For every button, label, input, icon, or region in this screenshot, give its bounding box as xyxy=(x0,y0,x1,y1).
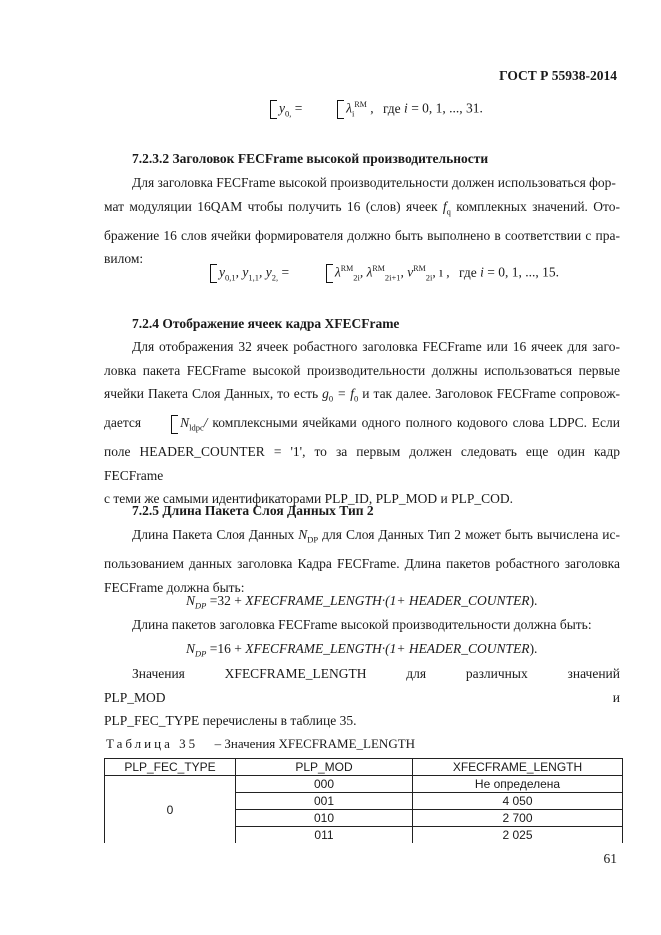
formula-part: ). xyxy=(529,593,538,608)
text-line: Для заголовка FECFrame высокой производительности должен использоваться фор- xyxy=(132,175,616,190)
table-cell-mod: 001 xyxy=(236,793,413,810)
bracket-mark xyxy=(270,100,277,119)
formula-condition-prefix: где xyxy=(459,264,477,280)
formula-part: =32 + xyxy=(209,593,242,608)
paragraph-line xyxy=(104,359,620,383)
paragraph-line xyxy=(104,171,620,195)
formula-condition-var: i xyxy=(480,264,484,280)
table-caption-label: Таблица 35 xyxy=(106,736,199,751)
paragraph-line xyxy=(104,662,620,709)
table-caption xyxy=(106,736,415,752)
formula-lambda-sub: i xyxy=(351,108,355,119)
paragraph-line xyxy=(104,195,620,224)
formula-lambda: λ xyxy=(346,100,352,116)
table-caption-dash: – xyxy=(214,736,222,751)
section-heading-7232: 7.2.3.2 Заголовок FECFrame высокой производительности xyxy=(132,151,489,166)
formula-ndp-robust xyxy=(186,593,537,611)
table-cell-fec-type: 0 xyxy=(105,776,236,844)
formula-eq: = xyxy=(281,264,290,280)
formula-lhs-sub: 0, xyxy=(285,108,292,119)
var-f0-sub: 0 xyxy=(354,393,359,404)
var-ndp: N xyxy=(298,527,308,542)
text-line: PLP_FEC_TYPE перечислены в таблице 35. xyxy=(104,713,357,728)
formula-part: N xyxy=(186,641,196,656)
text-line: вилом: xyxy=(104,251,144,267)
formula-condition-rest: = 0, 1, ..., 31. xyxy=(411,100,483,116)
formula-part: XFECFRAME_LENGTH·(1+ HEADER_COUNTER xyxy=(245,641,530,656)
formula-part: 2, xyxy=(271,272,279,283)
paragraph-line xyxy=(104,335,620,359)
formula-part: DP xyxy=(195,600,207,611)
paragraph-724 xyxy=(104,335,620,511)
paragraph-line xyxy=(104,224,620,248)
var-f-sub: q xyxy=(446,206,451,217)
section-heading-725: 7.2.5 Длина Пакета Слоя Данных Тип 2 xyxy=(132,503,374,518)
formula-ndp-high xyxy=(186,641,537,659)
text-line: поле HEADER_COUNTER = '1', то за первым должен следовать еще один кадр FECFrame xyxy=(104,444,620,483)
table-header-cell: PLP_MOD xyxy=(236,759,413,776)
table-row xyxy=(105,776,623,793)
var-n-ldpc-sub: ldpc xyxy=(189,422,204,433)
paragraph-line xyxy=(104,523,620,552)
table-cell-mod: 000 xyxy=(236,776,413,793)
var-f0: f xyxy=(350,386,355,401)
table-caption-title: Значения XFECFRAME_LENGTH xyxy=(224,736,416,751)
text-line: ячейки Пакета Слоя Данных, то есть xyxy=(104,386,319,401)
paragraph-line xyxy=(104,440,620,487)
formula-part: , y xyxy=(259,264,272,280)
table-cell-length: 2 700 xyxy=(413,810,623,827)
bracket-mark xyxy=(326,264,333,283)
formula-lhs: y xyxy=(279,100,285,116)
var-eq: = xyxy=(337,386,347,401)
standard-header: ГОСТ Р 55938-2014 xyxy=(499,68,617,83)
text-line: с теми же самыми идентификаторами PLP_ID, PLP_MOD и PLP_COD. xyxy=(104,491,513,507)
text-line: и так далее. Заголовок FECFrame сопровож- xyxy=(362,386,621,401)
text-line: комплексными ячейками одного полного кодового слова LDPC. Если xyxy=(212,415,621,431)
formula-part: y xyxy=(219,264,225,280)
text-line: мат модуляции 16QAM чтобы получить 16 (слов) ячеек xyxy=(104,198,438,214)
var-g: g xyxy=(322,386,329,401)
paragraph-line xyxy=(104,382,620,411)
formula-part: 1,1 xyxy=(248,272,259,283)
formula-part: RM xyxy=(340,264,354,274)
xfecframe-length-table xyxy=(104,758,623,843)
text-line: Длина пакетов заголовка FECFrame высокой производительности должна быть: xyxy=(132,617,592,632)
formula-part: RM xyxy=(372,264,385,274)
formula-condition-rest: = 0, 1, ..., 15. xyxy=(487,264,559,280)
bracket-mark xyxy=(337,100,344,119)
formula-mid xyxy=(210,264,559,283)
formula-part: 0,1 xyxy=(225,272,236,283)
paragraph-line xyxy=(104,552,620,576)
text-line: Длина Пакета Слоя Данных xyxy=(132,527,295,542)
table-cell-length: 4 050 xyxy=(413,793,623,810)
text-line: FECFrame должна быть: xyxy=(104,579,245,595)
var-ndp-sub: DP xyxy=(307,534,319,545)
paragraph-line xyxy=(104,411,620,440)
formula-part: , ı , xyxy=(432,264,450,280)
formula-part: N xyxy=(186,593,196,608)
formula-lambda-sup: RM xyxy=(354,100,367,110)
text-line: Для отображения 32 ячеек робастного заголовка FECFrame или 16 ячеек для заго- xyxy=(132,339,620,354)
section-heading-724: 7.2.4 Отображение ячеек кадра XFECFrame xyxy=(132,316,400,331)
text-line: для Слоя Данных Тип 2 может быть вычислена ис- xyxy=(322,527,621,542)
text-line: дается xyxy=(104,415,142,431)
var-n-ldpc: N xyxy=(180,415,190,431)
table-cell-mod: 010 xyxy=(236,810,413,827)
var-g-sub: 0 xyxy=(328,393,334,404)
formula-condition-var: i xyxy=(404,100,408,116)
formula-part: λ xyxy=(334,264,341,280)
formula-eq: = xyxy=(294,100,303,116)
formula-part: , λ xyxy=(359,264,373,280)
paragraph-line xyxy=(104,709,620,733)
formula-part: 2i xyxy=(353,272,360,283)
table-header-cell: XFECFRAME_LENGTH xyxy=(413,759,623,776)
formula-part: 2i xyxy=(425,272,433,283)
formula-part: DP xyxy=(195,648,207,659)
text-line: пользованием данных заголовка Кадра FECFrame. Длина пакетов робастного заголовка xyxy=(104,556,620,572)
formula-part: , ν xyxy=(400,264,414,280)
formula-tail: , xyxy=(370,100,374,116)
bracket-mark xyxy=(171,415,178,434)
paragraph-725-tail xyxy=(104,662,620,733)
page-number: 61 xyxy=(603,851,617,866)
formula-part: 2i+1 xyxy=(384,272,401,283)
table-cell-length: 2 025 xyxy=(413,827,623,844)
table-header-row xyxy=(105,759,623,776)
table-cell-length: Не определена xyxy=(413,776,623,793)
var-f: f xyxy=(442,198,447,214)
var-n-ldpc-tail: / xyxy=(203,415,208,431)
table-cell-mod: 011 xyxy=(236,827,413,844)
paragraph-725 xyxy=(104,523,620,599)
formula-part: RM xyxy=(413,264,426,274)
formula-condition-prefix: где xyxy=(382,100,401,116)
text-line: бражение 16 слов ячейки формирователя должно быть выполнено в соответствии с пра- xyxy=(104,227,620,243)
bracket-mark xyxy=(210,264,217,283)
formula-top xyxy=(270,100,483,119)
formula-part: ). xyxy=(529,641,538,656)
formula-part: , y xyxy=(235,264,249,280)
text-line: ловка пакета FECFrame высокой производительности должны использоваться первые xyxy=(104,362,620,378)
text-line: комплекных значений. Ото- xyxy=(456,198,620,214)
text-line: Значения XFECFRAME_LENGTH для различных значений PLP_MOD и xyxy=(104,666,620,705)
table-header-cell: PLP_FEC_TYPE xyxy=(105,759,236,776)
formula-part: =16 + xyxy=(209,641,242,656)
formula-part: XFECFRAME_LENGTH·(1+ HEADER_COUNTER xyxy=(245,593,530,608)
